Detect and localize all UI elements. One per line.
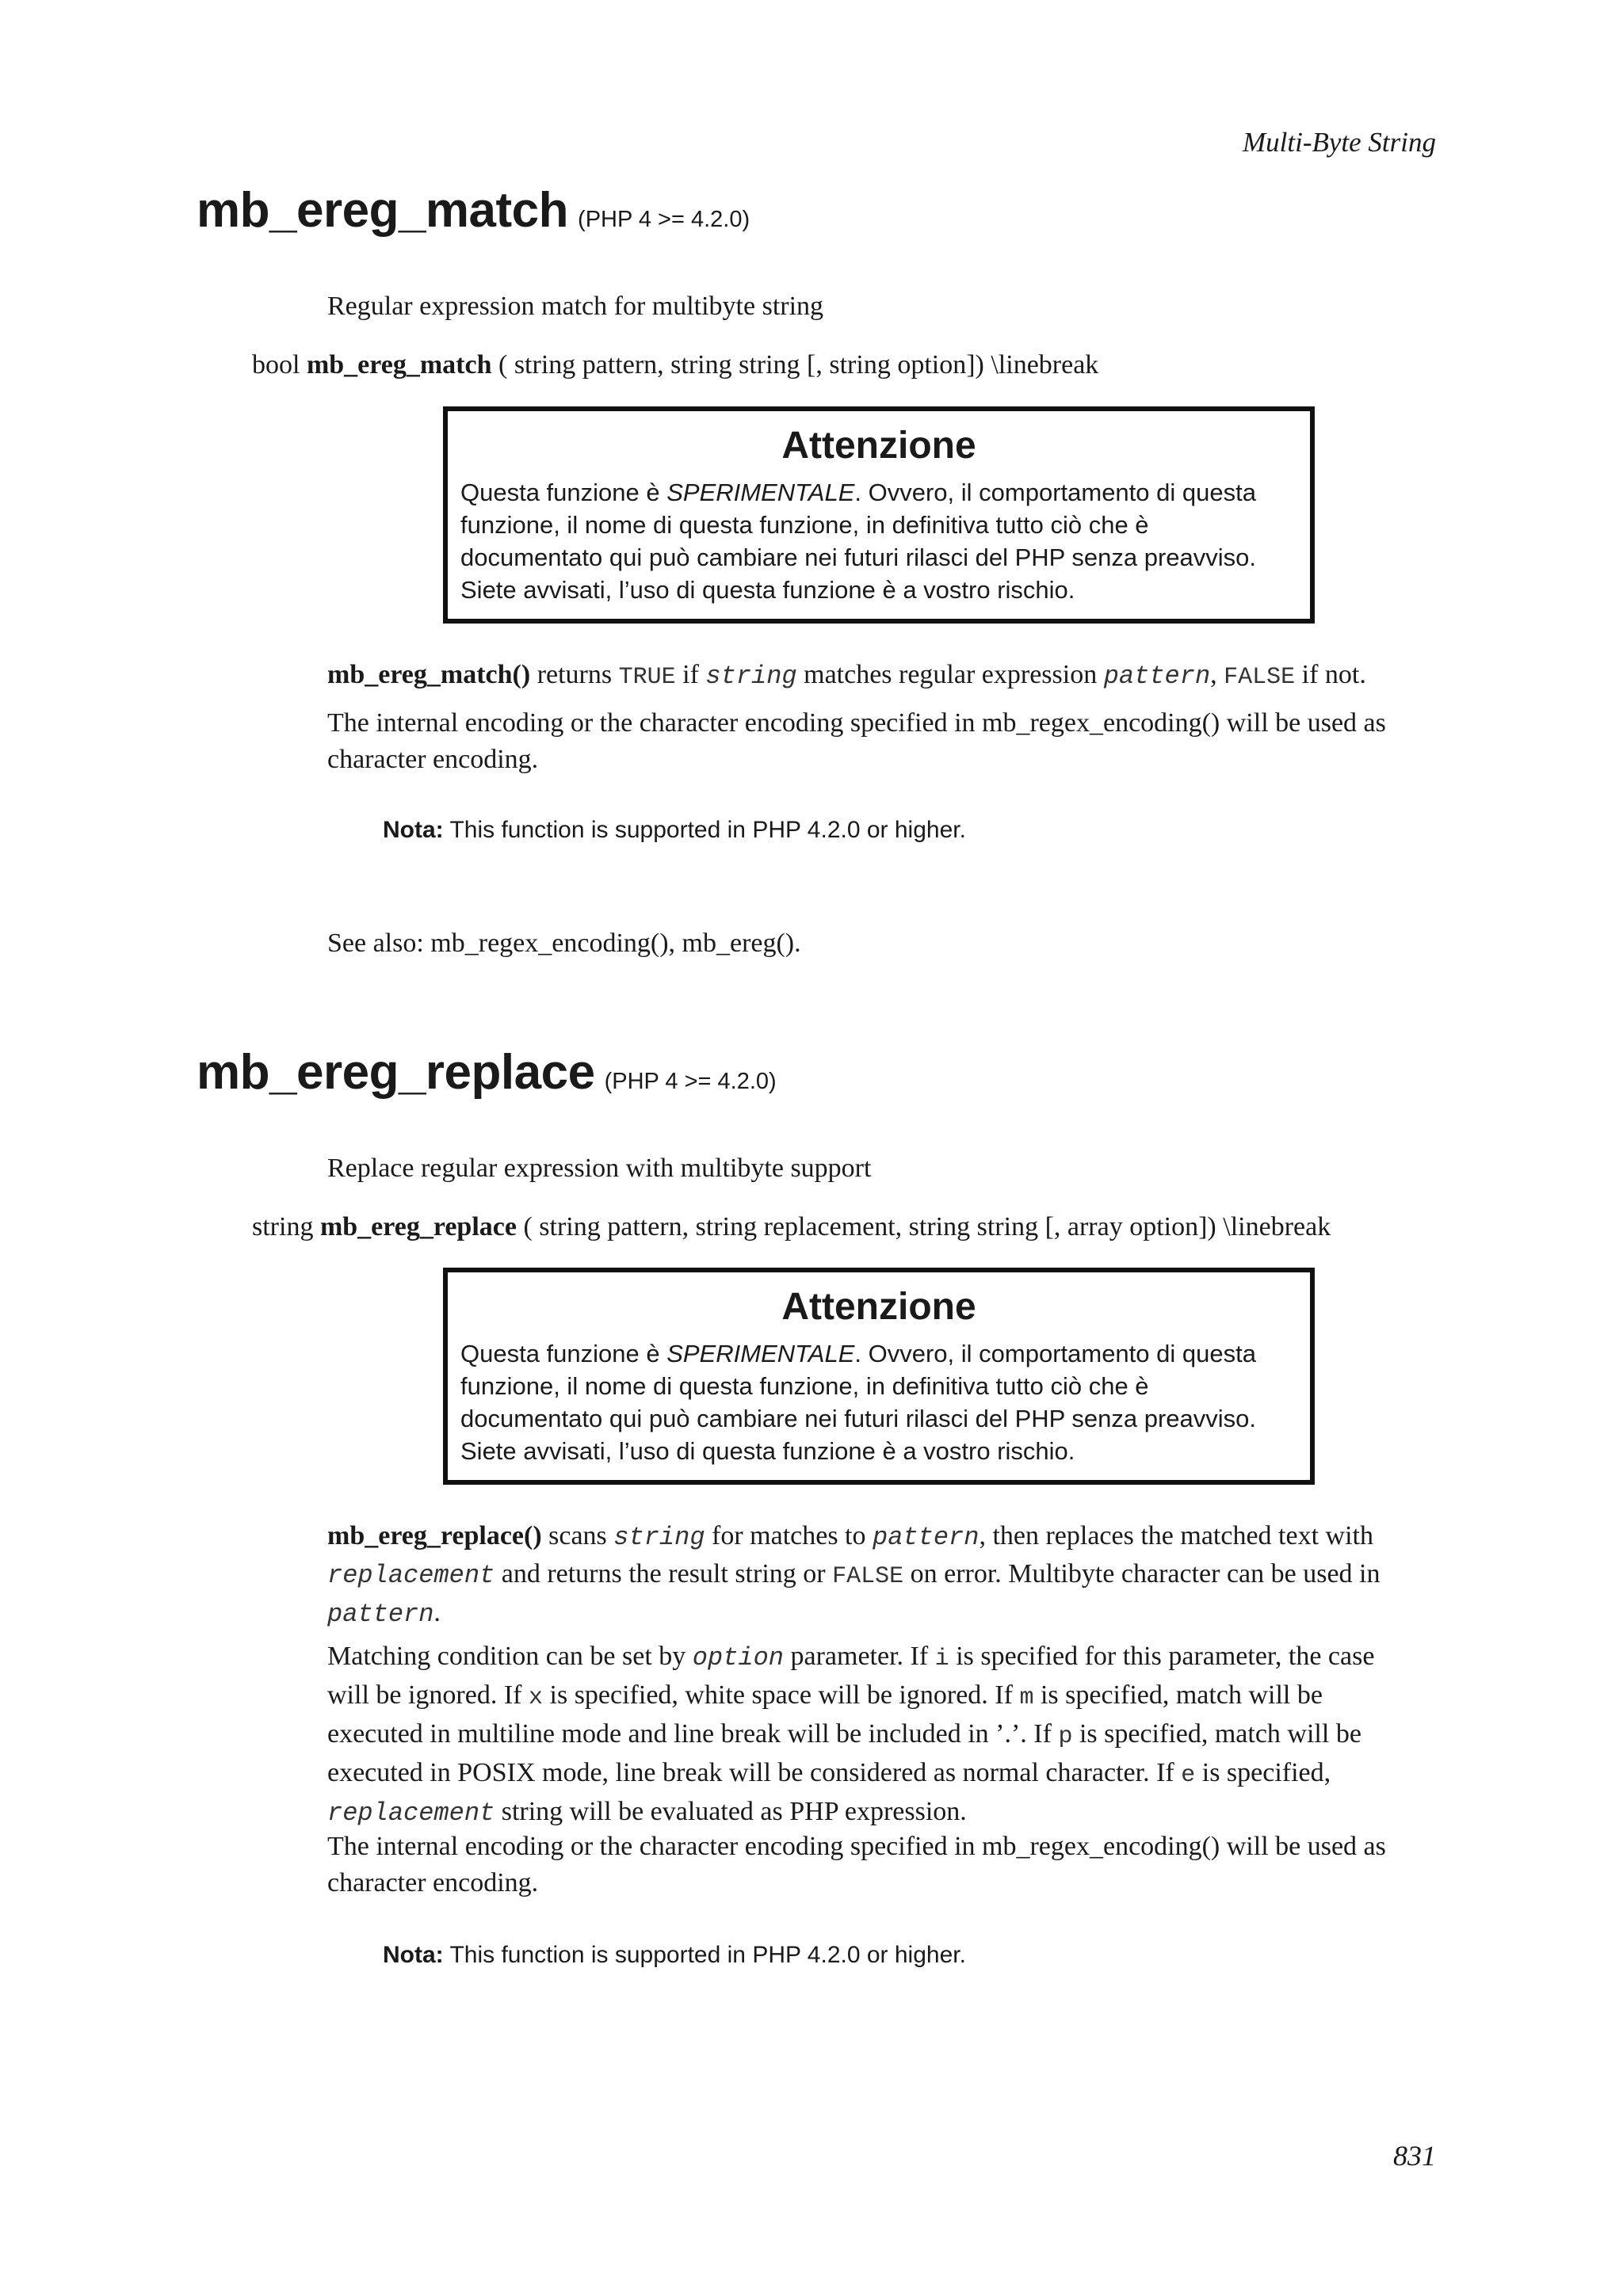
function-description: mb_ereg_match() returns TRUE if string matches regular expression pattern, FALSE if not.: [327, 660, 1366, 691]
function-name: mb_ereg_match: [197, 183, 569, 238]
page-number: 831: [1393, 2140, 1436, 2172]
param-string: string: [613, 1523, 705, 1552]
synopsis-function-name: mb_ereg_replace: [319, 1212, 517, 1241]
param-pattern: pattern: [1103, 662, 1211, 691]
options-paragraph: Matching condition can be set by option parameter. If i is specified for this parameter, the case will be ignored. If x is specified, white space will be ignored. If m is specified, match will be executed in multiline mode and line break will be included in ’.’. If p is specified, match will be executed in POSIX mode, line break will be considered as normal character. If e is specified, replacement string will be evaluated as PHP expression.: [327, 1642, 1375, 1828]
return-type: bool: [252, 350, 300, 379]
description-function-name: mb_ereg_match(): [327, 660, 531, 689]
description-function-name: mb_ereg_replace(): [327, 1521, 542, 1550]
note: [383, 1942, 966, 1969]
synopsis-args: ( string pattern, string replacement, string string [, array option]) \linebreak: [523, 1212, 1331, 1241]
note-label: Nota:: [383, 817, 444, 843]
function-synopsis: [252, 1209, 1520, 1245]
synopsis-function-name: mb_ereg_match: [306, 350, 492, 379]
return-type: string: [252, 1212, 314, 1241]
warning-box: [443, 1268, 1315, 1485]
flag-x: x: [529, 1684, 544, 1711]
flag-i: i: [934, 1646, 949, 1672]
warning-text: Questa funzione è SPERIMENTALE. Ovvero, il comportamento di questa funzione, il nome di questa funzione, in definitiva tutto ciò che è documentato qui può cambiare nei futuri rilasci del PHP senza preavviso. Siete avvisati, l’uso di questa funzione è a vostro rischio.: [460, 479, 1257, 604]
encoding-paragraph: The internal encoding or the character encoding specified in mb_regex_encoding() will be used as character encoding.: [327, 708, 1386, 774]
see-also: See also: mb_regex_encoding(), mb_ereg().: [327, 929, 801, 958]
function-purpose: Replace regular expression with multibyte support: [327, 1154, 872, 1183]
function-title: [197, 182, 750, 238]
running-header: Multi-Byte String: [1243, 127, 1436, 158]
param-replacement: replacement: [327, 1798, 495, 1828]
encoding-paragraph: The internal encoding or the character encoding specified in mb_regex_encoding() will be used as character encoding.: [327, 1832, 1386, 1897]
param-pattern: pattern: [873, 1523, 980, 1552]
flag-e: e: [1181, 1762, 1196, 1789]
synopsis-args: ( string pattern, string string [, string option]) \linebreak: [498, 350, 1099, 379]
note-text: This function is supported in PHP 4.2.0 or higher.: [443, 817, 966, 843]
function-name: mb_ereg_replace: [197, 1045, 595, 1100]
param-pattern: pattern: [327, 1600, 434, 1629]
warning-title: Attenzione: [781, 1286, 976, 1328]
warning-emphasis: SPERIMENTALE: [666, 479, 855, 506]
function-purpose: Regular expression match for multibyte string: [327, 292, 824, 321]
param-replacement: replacement: [327, 1561, 495, 1590]
note-text: This function is supported in PHP 4.2.0 or higher.: [443, 1942, 966, 1968]
flag-m: m: [1019, 1684, 1034, 1711]
constant-true: TRUE: [618, 664, 676, 691]
warning-text: Questa funzione è SPERIMENTALE. Ovvero, il comportamento di questa funzione, il nome di questa funzione, in definitiva tutto ciò che è documentato qui può cambiare nei futuri rilasci del PHP senza preavviso. Siete avvisati, l’uso di questa funzione è a vostro rischio.: [460, 1340, 1257, 1465]
function-synopsis: [252, 347, 1520, 383]
note: [383, 817, 966, 844]
function-version: (PHP 4 >= 4.2.0): [604, 1069, 777, 1094]
param-option: option: [692, 1643, 784, 1672]
note-label: Nota:: [383, 1942, 444, 1968]
flag-p: p: [1058, 1723, 1073, 1750]
warning-emphasis: SPERIMENTALE: [666, 1340, 855, 1367]
function-version: (PHP 4 >= 4.2.0): [578, 207, 750, 232]
constant-false: FALSE: [1224, 664, 1296, 691]
param-string: string: [705, 662, 797, 691]
warning-box: [443, 406, 1315, 624]
function-title: [197, 1044, 777, 1100]
warning-title: Attenzione: [781, 425, 976, 467]
function-description: mb_ereg_replace() scans string for matches to pattern, then replaces the matched text with replacement and returns the result string or FALSE on error. Multibyte character can be used in pattern.: [327, 1521, 1381, 1629]
constant-false: FALSE: [832, 1563, 904, 1590]
